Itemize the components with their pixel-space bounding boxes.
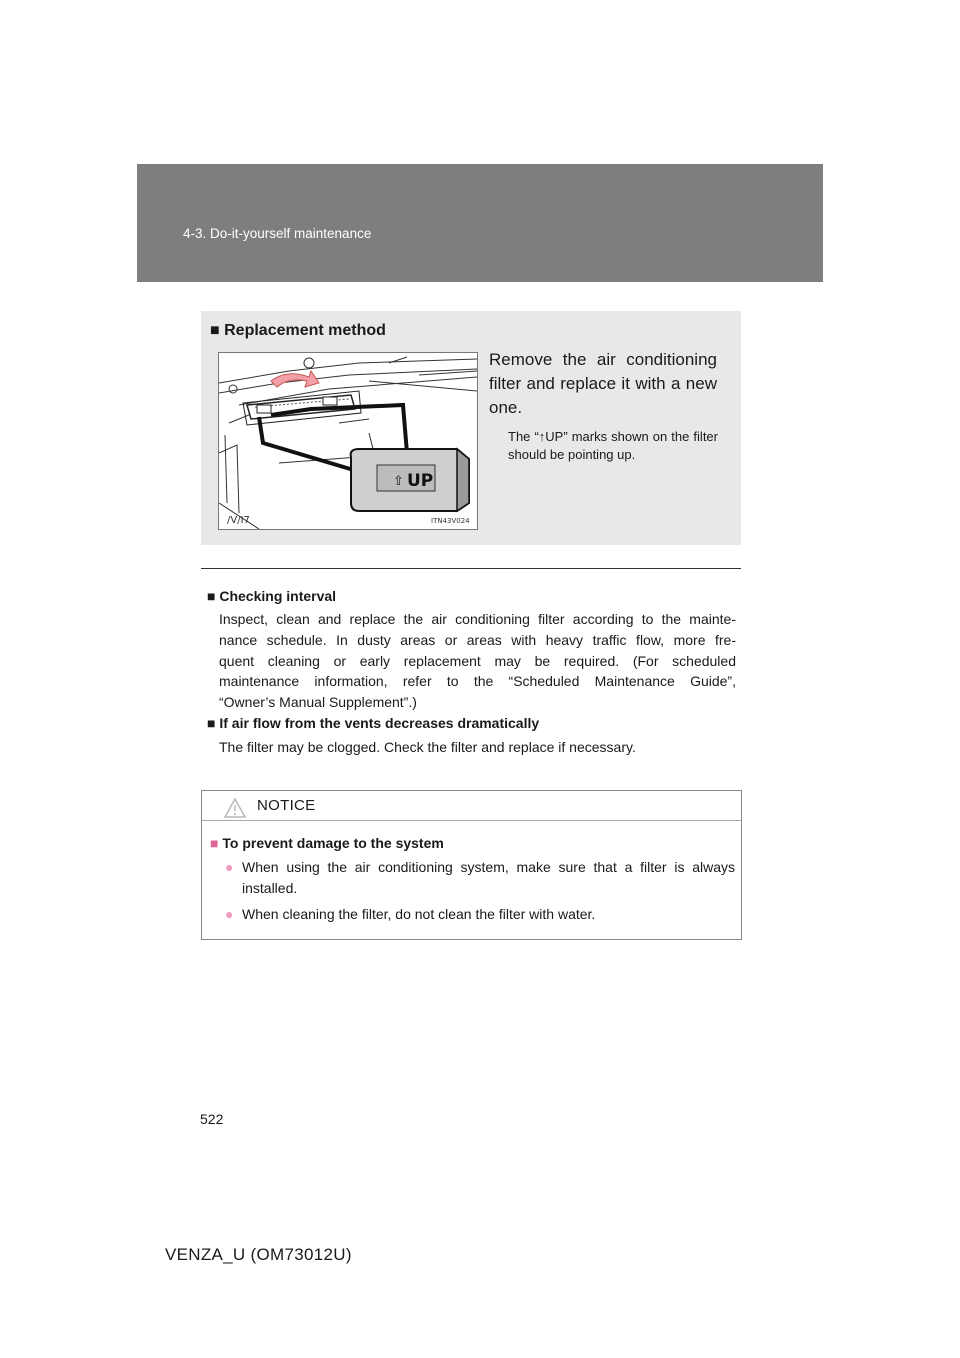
up-label-large: UP — [407, 471, 434, 491]
notice-heading — [210, 835, 444, 851]
bullet-dot-icon: ● — [225, 859, 234, 875]
replacement-heading-text: Replacement method — [224, 322, 386, 339]
figure-corner-mark: /V/I7 — [227, 515, 250, 526]
warning-triangle-icon — [223, 797, 247, 819]
notice-bullet-item — [225, 857, 735, 898]
notice-title: NOTICE — [257, 797, 316, 814]
notice-box — [201, 790, 742, 940]
body-line: nance schedule. In dusty areas or areas with heavy traffic flow, more fre- — [219, 631, 736, 648]
filter-drawing — [219, 353, 477, 529]
figure-code: ITN43V024 — [431, 517, 470, 525]
notice-bullet-text: When using the air conditioning system, make sure that a filter is always installed. — [242, 859, 735, 896]
checking-interval-heading — [207, 588, 336, 604]
body-line: “Owner’s Manual Supplement”.) — [219, 694, 417, 711]
air-flow-body — [219, 737, 736, 758]
body-line: quent cleaning or early replacement may be required. (For scheduled — [219, 652, 736, 669]
replacement-note: The “↑UP” marks shown on the filter should be pointing up. — [508, 429, 718, 462]
air-flow-heading-text: If air flow from the vents decreases dramatically — [219, 715, 540, 731]
header-band — [137, 164, 823, 282]
notice-divider — [202, 820, 741, 821]
checking-interval-body — [219, 609, 736, 713]
checking-interval-heading-text: Checking interval — [219, 588, 337, 604]
body-line: Inspect, clean and replace the air conditioning filter according to the mainte- — [219, 611, 736, 627]
notice-bullet-item — [225, 904, 735, 925]
notice-heading-marker: ■ — [210, 835, 219, 851]
heading-marker: ■ — [207, 588, 216, 604]
replacement-heading — [210, 322, 386, 340]
notice-bullet-text: When cleaning the filter, do not clean the filter with water. — [242, 906, 596, 922]
body-line: The filter may be clogged. Check the filter and replace if necessary. — [219, 739, 636, 755]
air-flow-heading — [207, 715, 539, 731]
filter-illustration — [218, 352, 478, 530]
svg-text:⇧: ⇧ — [393, 474, 404, 489]
section-divider — [201, 568, 741, 569]
notice-heading-text: To prevent damage to the system — [222, 835, 444, 851]
page-number: 522 — [200, 1111, 224, 1127]
bullet-dot-icon: ● — [225, 906, 234, 922]
replacement-instruction: Remove the air conditioning filter and replace it with a new one. — [489, 350, 717, 417]
manual-code: VENZA_U (OM73012U) — [165, 1245, 352, 1264]
heading-marker: ■ — [207, 715, 216, 731]
body-line: maintenance information, refer to the “Scheduled Maintenance Guide”, — [219, 673, 736, 690]
section-title: 4-3. Do-it-yourself maintenance — [183, 226, 372, 241]
heading-marker: ■ — [210, 322, 220, 339]
